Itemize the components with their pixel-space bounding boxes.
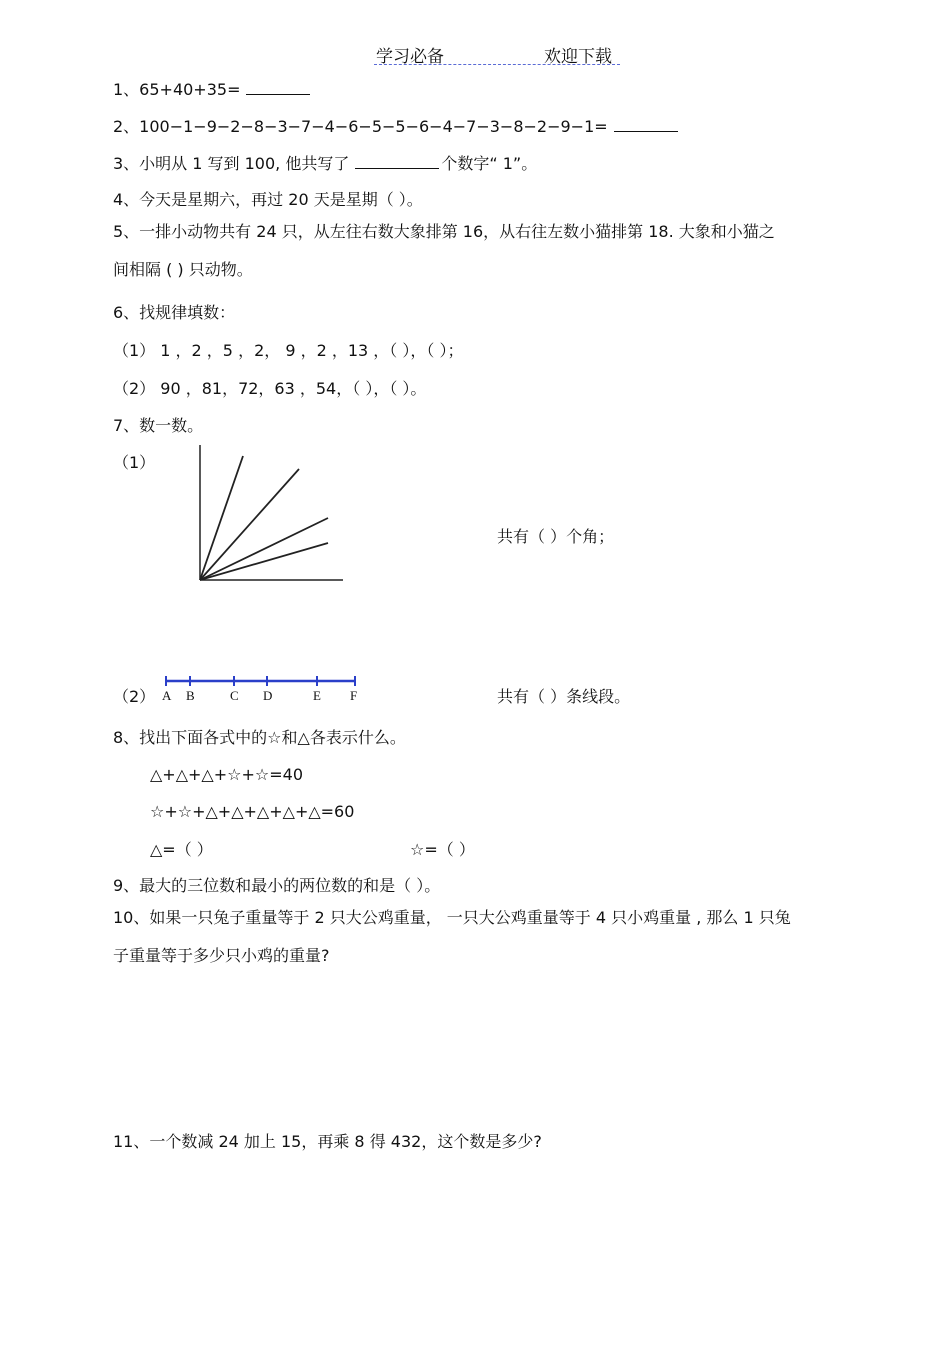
question-8-equation-2: ☆+☆+△+△+△+△+△=60 — [150, 802, 355, 821]
question-6-part-2: （2） 90 ，81，72，63 ，54，（ ），（ ）。 — [113, 379, 427, 398]
answer-blank-3[interactable] — [355, 154, 439, 169]
point-label-b: B — [186, 688, 195, 703]
question-6-part-1: （1） 1 ，2 ，5 ，2， 9 ，2 ，13 ，（ ），（ ）； — [113, 341, 464, 360]
question-5-line-1: 5、一排小动物共有 24 只，从左往右数大象排第 16，从右往左数小猫排第 18. 大象和小猫之 — [113, 222, 775, 241]
question-11: 11、一个数减 24 加上 15，再乘 8 得 432，这个数是多少? — [113, 1132, 542, 1151]
question-8-answer-triangle: △=（ ） — [150, 840, 213, 859]
question-5-line-2: 间相隔 ( ) 只动物。 — [113, 260, 253, 279]
question-4: 4、今天是星期六，再过 20 天是星期（ ）。 — [113, 190, 423, 209]
point-label-c: C — [230, 688, 239, 703]
question-8-title: 8、找出下面各式中的☆和△各表示什么。 — [113, 728, 406, 747]
header-right: 欢迎下载 — [544, 47, 612, 67]
question-7-title: 7、数一数。 — [113, 416, 204, 435]
question-8-answer-star: ☆=（ ） — [410, 840, 475, 859]
point-label-d: D — [263, 688, 273, 703]
answer-blank-2[interactable] — [614, 117, 678, 132]
question-3-text-after: 个数字“ 1”。 — [441, 154, 538, 173]
point-label-a: A — [162, 688, 172, 703]
angle-figure — [195, 440, 355, 590]
question-8-equation-1: △+△+△+☆+☆=40 — [150, 765, 303, 784]
question-2 — [113, 117, 678, 137]
point-label-e: E — [313, 688, 321, 703]
question-1 — [113, 80, 310, 100]
question-7-part-1-label: （1） — [113, 453, 156, 472]
question-6-title: 6、找规律填数： — [113, 303, 236, 322]
question-7-part-2-answer: 共有（ ）条线段。 — [497, 687, 631, 706]
question-3 — [113, 154, 537, 174]
question-1-text: 1、65+40+35= — [113, 80, 241, 99]
question-7-part-1-answer: 共有（ ）个角； — [497, 527, 615, 546]
question-3-text-before: 3、小明从 1 写到 100, 他共写了 — [113, 154, 350, 173]
angle-ray-2 — [200, 469, 299, 580]
question-10-line-2: 子重量等于多少只小鸡的重量? — [113, 946, 330, 965]
question-2-text: 2、100−1−9−2−8−3−7−4−6−5−5−6−4−7−3−8−2−9−1= — [113, 117, 608, 136]
line-segment-figure — [160, 672, 365, 704]
question-7-part-2-label: （2） — [113, 687, 156, 706]
header-left: 学习必备 — [376, 47, 444, 67]
question-9: 9、最大的三位数和最小的两位数的和是（ ）。 — [113, 876, 441, 895]
page-header — [374, 42, 620, 65]
question-10-line-1: 10、如果一只兔子重量等于 2 只大公鸡重量， 一只大公鸡重量等于 4 只小鸡重量 , 那么 1 只兔 — [113, 908, 791, 927]
point-label-f: F — [350, 688, 358, 703]
answer-blank-1[interactable] — [246, 80, 310, 95]
